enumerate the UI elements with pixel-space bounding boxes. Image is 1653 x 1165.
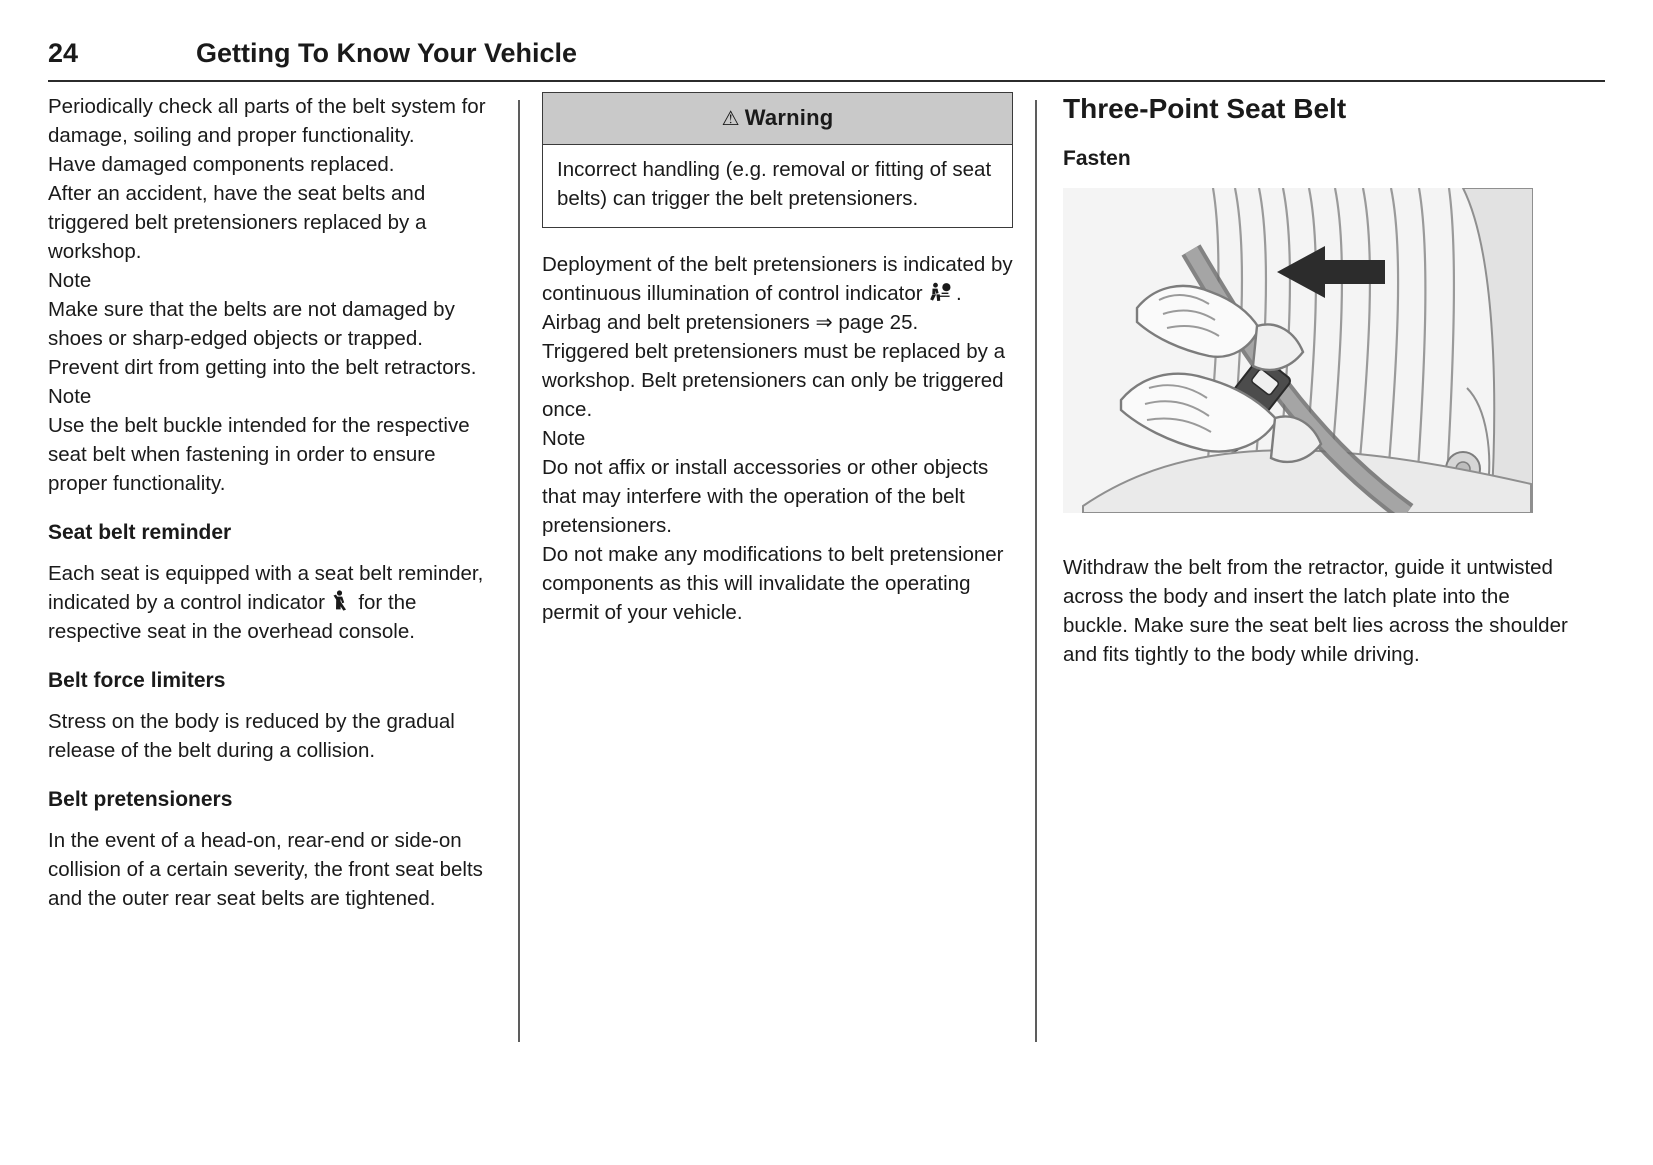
heading-belt-force-limiters: Belt force limiters — [48, 669, 226, 692]
page-title: Getting To Know Your Vehicle — [196, 38, 578, 68]
page-header — [48, 38, 1605, 82]
page-number: 24 — [48, 38, 79, 68]
note-label-2: Note — [48, 385, 92, 408]
column-left — [48, 92, 518, 1052]
airbag-control-indicator-icon — [928, 280, 950, 304]
seat-belt-reminder-icon — [331, 589, 353, 613]
figure-caption: Withdraw the belt from the retractor, guide it untwisted across the body and insert the latch plate into the buckle. Make sure the seat belt lies across the shoulder and fits tightly to the body while driving. — [1063, 556, 1568, 666]
paragraph-seat-belt-reminder — [48, 559, 494, 646]
subsection-title-fasten: Fasten — [1063, 147, 1131, 170]
warning-box — [542, 92, 1013, 228]
paragraph-triggered-pretensioners: Triggered belt pretensioners must be replaced by a workshop. Belt pretensioners can only be triggered once. — [542, 340, 1006, 421]
warning-triangle-icon: ⚠ — [721, 108, 740, 130]
warning-box-text: Incorrect handling (e.g. removal or fitting of seat belts) can trigger the belt pretensioners. — [557, 158, 992, 210]
note-label-1: Note — [48, 269, 92, 292]
paragraph-after-accident: After an accident, have the seat belts and triggered belt pretensioners replaced by a workshop. — [48, 182, 427, 263]
heading-seat-belt-reminder: Seat belt reminder — [48, 521, 232, 544]
note-text-2: Use the belt buckle intended for the respective seat belt when fastening in order to ensure proper functionality. — [48, 414, 470, 495]
paragraph-belt-pretensioners: In the event of a head-on, rear-end or side-on collision of a certain severity, the front seat belts and the outer rear seat belts are tightened. — [48, 829, 483, 910]
fastening-seat-belt-illustration — [1063, 188, 1533, 513]
note-text-3: Do not affix or install accessories or other objects that may interfere with the operation of the belt pretensioners. — [542, 456, 989, 537]
paragraph-deployment-part2: . — [956, 282, 962, 305]
paragraph-seat-belt-reminder-part2: for the respective seat in the overhead console. — [48, 591, 417, 643]
header-divider — [48, 80, 1605, 82]
note-label-3: Note — [542, 427, 586, 450]
note-text-1: Make sure that the belts are not damaged by shoes or sharp-edged objects or trapped. Prevent dirt from getting into the belt retractors. — [48, 298, 477, 379]
paragraph-no-modifications: Do not make any modifications to belt pretensioner components as this will invalidate the operating permit of your vehicle. — [542, 543, 1004, 624]
warning-box-header — [543, 93, 1012, 145]
paragraph-damaged-components: Have damaged components replaced. — [48, 153, 395, 176]
paragraph-belt-check: Periodically check all parts of the belt system for damage, soiling and proper functionality. — [48, 95, 486, 147]
paragraph-deployment-part1: Deployment of the belt pretensioners is indicated by continuous illumination of control indicator — [542, 253, 1013, 305]
heading-belt-pretensioners: Belt pretensioners — [48, 788, 233, 811]
crossreference-airbag-page: Airbag and belt pretensioners ⇒ page 25. — [542, 311, 919, 334]
section-title-three-point-seat-belt: Three-Point Seat Belt — [1063, 93, 1347, 124]
column-middle — [520, 92, 1035, 1052]
page-columns — [48, 92, 1605, 1052]
column-right — [1037, 92, 1577, 1052]
paragraph-seat-belt-reminder-part1: Each seat is equipped with a seat belt reminder, indicated by a control indicator — [48, 562, 484, 614]
warning-title: Warning — [744, 105, 834, 130]
paragraph-deployment — [542, 250, 1013, 308]
paragraph-belt-force-limiters: Stress on the body is reduced by the gradual release of the belt during a collision. — [48, 710, 455, 762]
